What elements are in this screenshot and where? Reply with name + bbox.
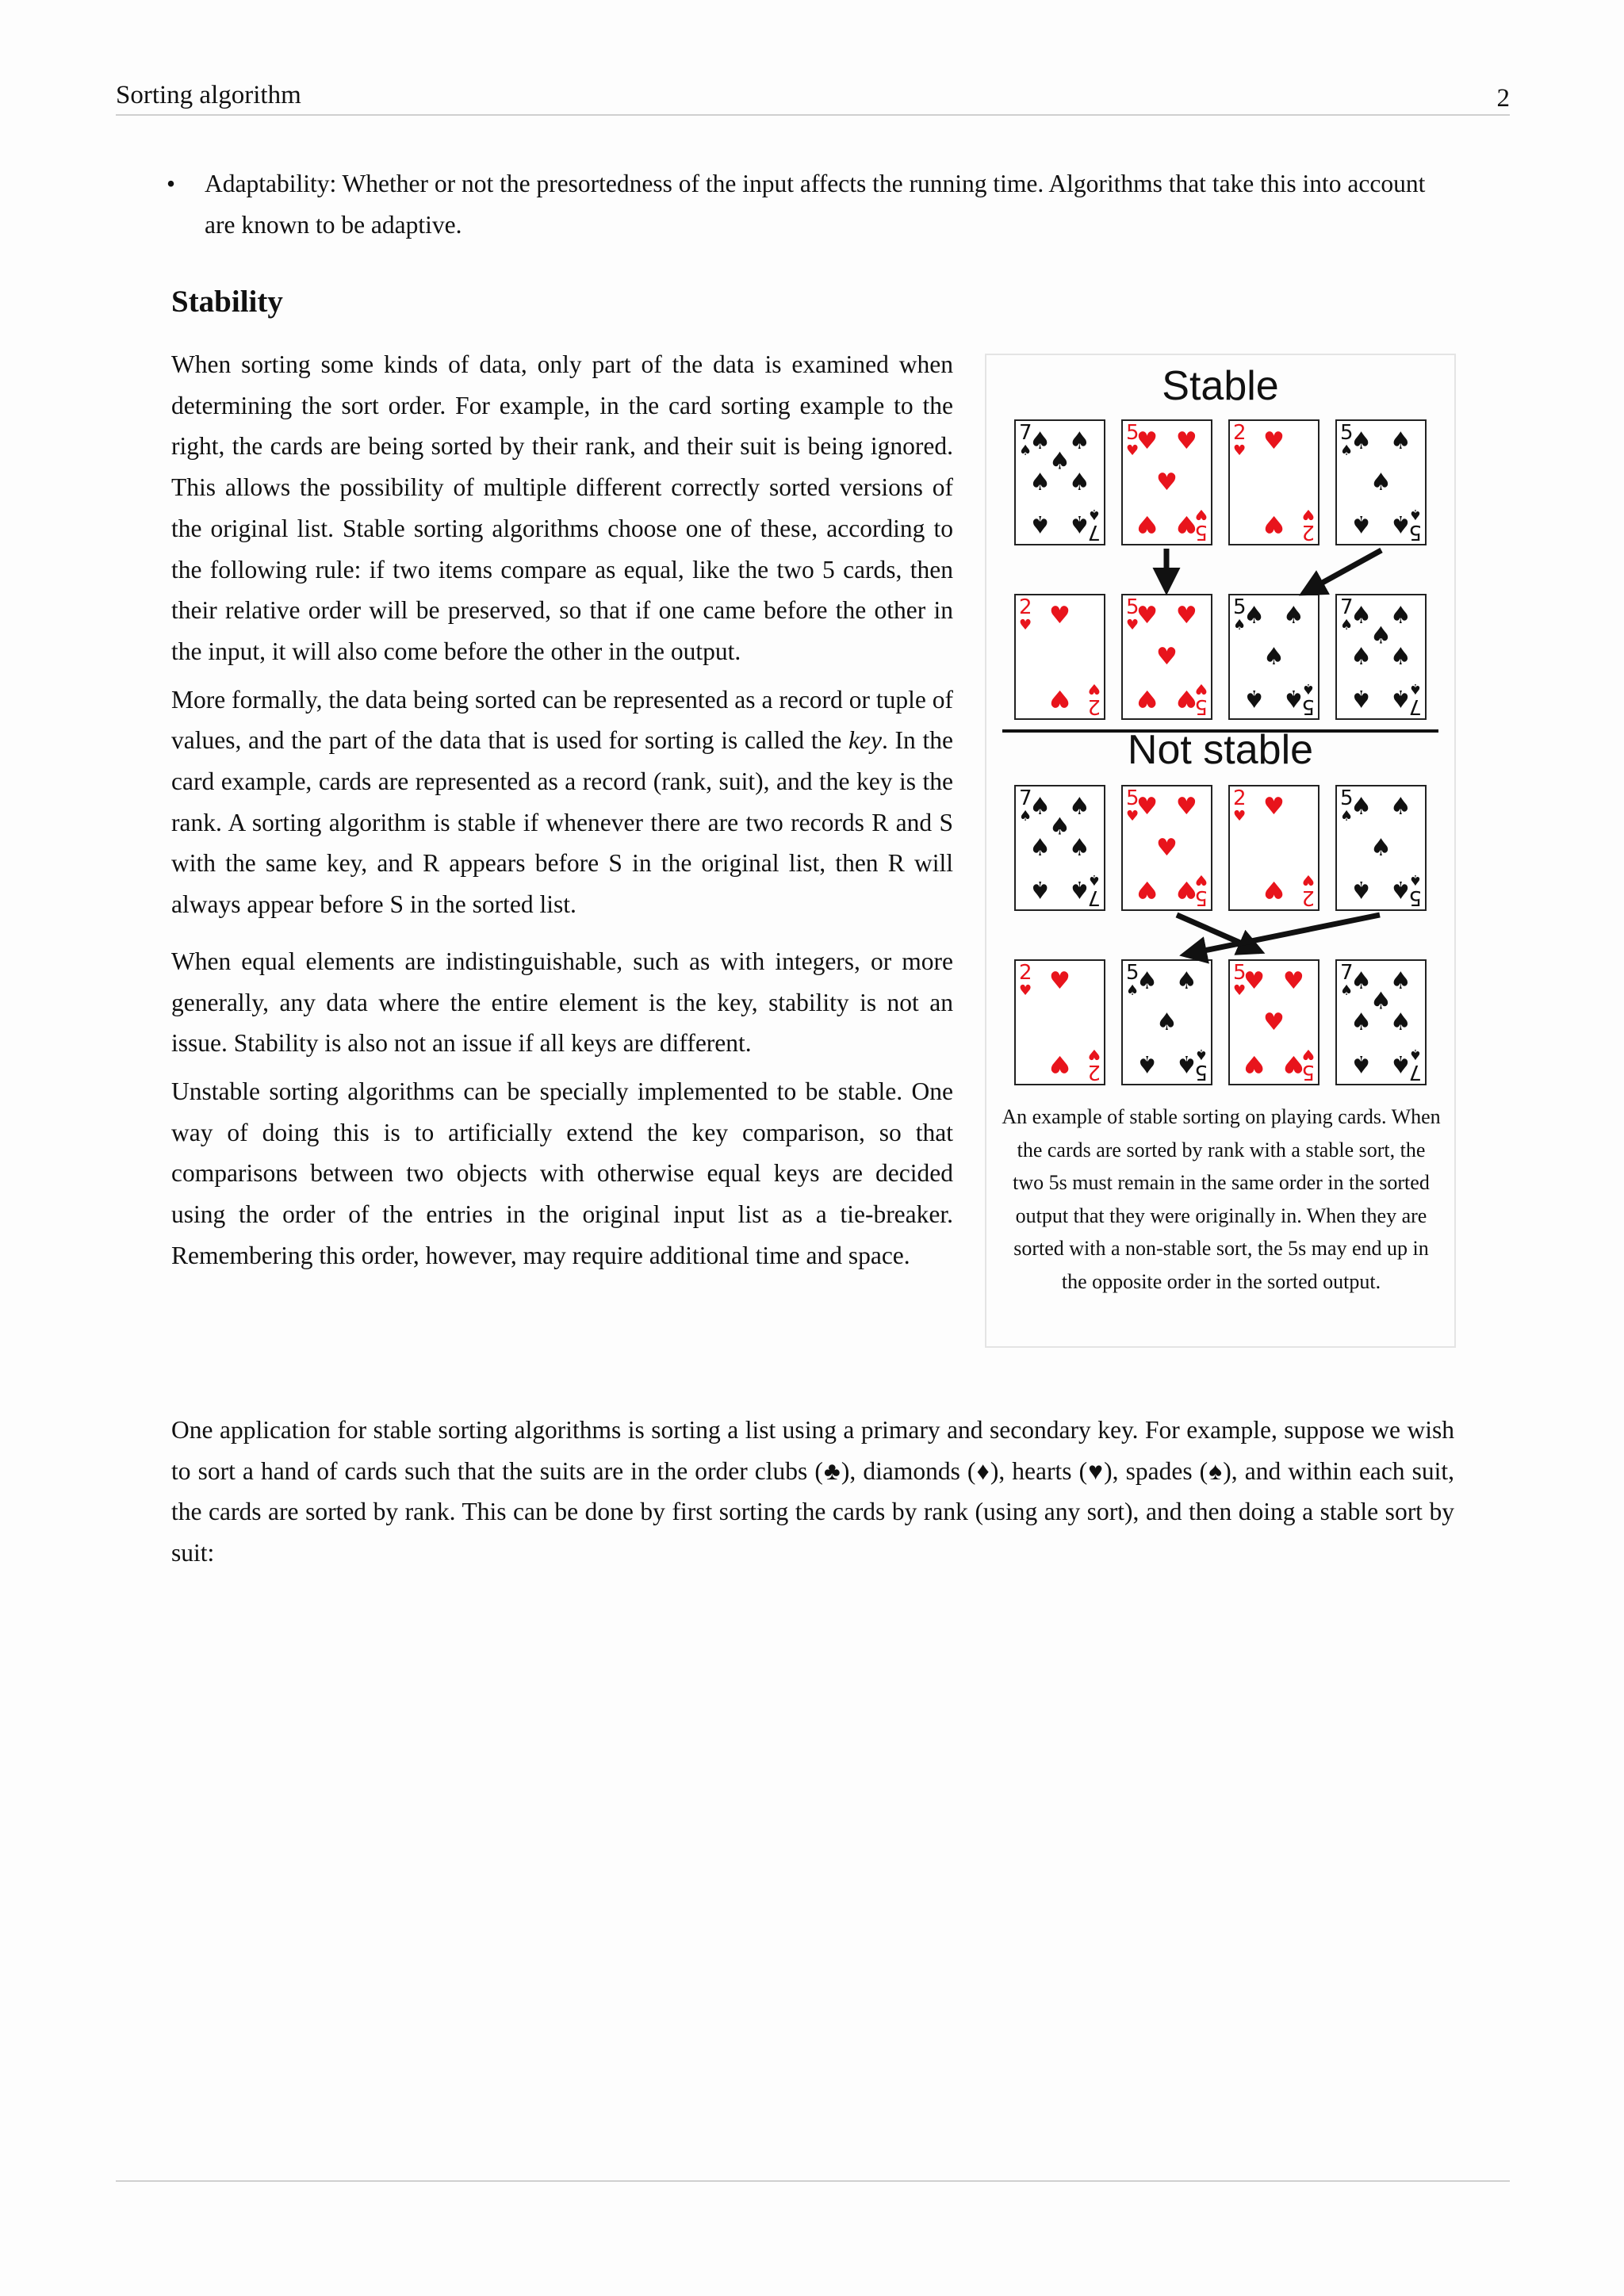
card-suit-index: ♠ — [1019, 442, 1032, 459]
spade-pip-icon: ♠ — [1175, 967, 1197, 996]
card-suit-index: ♠ — [1233, 617, 1247, 633]
heart-pip-icon: ♥ — [1263, 793, 1285, 821]
spade-pip-icon: ♠ — [1350, 602, 1373, 630]
heart-pip-icon: ♥ — [1263, 427, 1285, 456]
card-rank-inverted: 5 — [1408, 886, 1422, 909]
card-rank: 2 — [1019, 961, 1032, 985]
heart-pip-icon: ♥ — [1136, 683, 1159, 712]
card-rank-inverted: 7 — [1087, 520, 1101, 544]
heart-pip-icon: ♥ — [1156, 469, 1178, 496]
spade-pip-icon: ♠ — [1136, 967, 1159, 996]
heart-pip-icon: ♥ — [1243, 1049, 1266, 1077]
heart-pip-icon: ♥ — [1263, 509, 1285, 538]
card-rank-inverted: 2 — [1087, 1060, 1101, 1084]
spade-pip-icon: ♠ — [1389, 967, 1411, 996]
paragraph-1: When sorting some kinds of data, only part of the data is examined when determining the sort order. For example, in the card sorting example to the right, the cards are being sorted by their rank, and their suit is being ignored. This allows the possibility of multiple different correctly sorted versions of the original list. Stable sorting algorithms choose one of these, according to the following rule: if two items compare as equal, like the two 5 cards, then their relative order will be preserved, so that if one came before the other in the input, it will also come before the other in the output. — [171, 350, 953, 665]
spade-pip-icon: ♠ — [1243, 602, 1266, 630]
card-rank: 5 — [1340, 421, 1354, 445]
card-suit-index-inverted: ♥ — [1301, 1046, 1315, 1062]
card-rank-inverted: 2 — [1087, 695, 1101, 718]
heart-pip-icon: ♥ — [1282, 1049, 1304, 1077]
card-suit-index: ♥ — [1126, 808, 1139, 825]
card-suit-index: ♥ — [1126, 617, 1139, 633]
paragraph-4: Unstable sorting algorithms can be specially implemented to be stable. One way of doing this is to artificially extend the key comparison, so that comparisons between two objects with otherwise equal keys are decided using the order of the entries in the original input list as a tie-breaker. Remembering this order, however, may require additional time and space. — [171, 1077, 953, 1269]
spade-pip-icon: ♠ — [1350, 643, 1373, 671]
card-suit-index: ♥ — [1233, 808, 1247, 825]
heart-pip-icon: ♥ — [1243, 967, 1266, 996]
card-rank-inverted: 2 — [1301, 520, 1315, 544]
card-suit-index-inverted: ♥ — [1087, 1046, 1101, 1062]
paragraph-5: One application for stable sorting algorithms is sorting a list using a primary and secondary key. For example, suppose we wish to sort a hand of cards such that the suits are in the order clubs (♣), diamonds (♦), hearts (♥), spades (♠), and within each suit, the cards are sorted by rank. This can be done by first sorting the cards by rank (using any sort), and then doing a stable sort by suit: — [171, 1416, 1454, 1567]
spade-pip-icon: ♠ — [1389, 643, 1411, 671]
heart-pip-icon: ♥ — [1136, 874, 1159, 903]
card-suit-index-inverted: ♠ — [1408, 506, 1422, 522]
card-suit-index: ♠ — [1126, 982, 1139, 999]
card-sorting-diagram — [986, 355, 1454, 1093]
heart-pip-icon: ♥ — [1175, 427, 1197, 456]
card-rank: 7 — [1019, 786, 1032, 810]
spade-pip-icon: ♠ — [1389, 427, 1411, 456]
heart-pip-icon: ♥ — [1156, 643, 1178, 671]
heart-pip-icon: ♥ — [1049, 683, 1071, 712]
left-column — [171, 344, 953, 1276]
card-rank-inverted: 5 — [1194, 520, 1208, 544]
playing-card — [1122, 420, 1212, 545]
figure-caption: An example of stable sorting on playing cards. When the cards are sorted by rank with a stable sort, the two 5s must remain in the same order in the sorted output that they were originally in. When they are sorted with a non-stable sort, the 5s may end up in the opposite order in the sorted output. — [1002, 1105, 1441, 1293]
spade-pip-icon: ♠ — [1389, 1008, 1411, 1036]
spade-pip-icon: ♠ — [1049, 447, 1071, 476]
spade-pip-icon: ♠ — [1389, 683, 1411, 712]
card-suit-index: ♠ — [1340, 982, 1354, 999]
card-rank-inverted: 5 — [1301, 695, 1315, 718]
card-rank: 5 — [1126, 786, 1139, 810]
playing-card — [1122, 595, 1212, 719]
spade-pip-icon: ♠ — [1350, 967, 1373, 996]
heart-pip-icon: ♥ — [1175, 509, 1197, 538]
card-rank-inverted: 7 — [1087, 886, 1101, 909]
card-suit-index-inverted: ♠ — [1408, 871, 1422, 888]
spade-pip-icon: ♠ — [1370, 987, 1392, 1016]
heart-pip-icon: ♥ — [1156, 834, 1178, 862]
spade-pip-icon: ♠ — [1068, 834, 1090, 862]
spade-pip-icon: ♠ — [1350, 1049, 1373, 1077]
card-rank: 2 — [1233, 786, 1247, 810]
card-suit-index-inverted: ♥ — [1087, 680, 1101, 697]
playing-card — [1336, 595, 1426, 719]
playing-card — [1229, 420, 1319, 545]
playing-card — [1336, 786, 1426, 910]
playing-card — [1229, 960, 1319, 1085]
spade-pip-icon: ♠ — [1350, 1008, 1373, 1036]
playing-card — [1122, 960, 1212, 1085]
card-suit-index: ♠ — [1340, 808, 1354, 825]
spade-pip-icon: ♠ — [1389, 1049, 1411, 1077]
heart-pip-icon: ♥ — [1136, 509, 1159, 538]
heart-pip-icon: ♥ — [1136, 793, 1159, 821]
card-suit-index-inverted: ♠ — [1408, 1046, 1422, 1062]
spade-pip-icon: ♠ — [1029, 793, 1051, 821]
spade-pip-icon: ♠ — [1068, 427, 1090, 456]
paragraph-2 — [171, 679, 953, 925]
spade-pip-icon: ♠ — [1136, 1049, 1159, 1077]
card-rank-inverted: 2 — [1301, 886, 1315, 909]
card-rank-inverted: 5 — [1408, 520, 1422, 544]
card-rank: 2 — [1019, 595, 1032, 619]
card-rank: 7 — [1019, 421, 1032, 445]
card-rank-inverted: 7 — [1408, 1060, 1422, 1084]
bullet-marker: • — [167, 170, 176, 197]
paragraph-2-start: More formally, the data being sorted can be represented as a record or tuple of values, and the part of the data that is used for sorting is called the — [171, 685, 953, 755]
card-sorting-figure — [985, 354, 1456, 1348]
section-heading: Stability — [171, 285, 283, 319]
paragraph-5-block — [171, 1410, 1454, 1574]
spade-pip-icon: ♠ — [1156, 1008, 1178, 1036]
card-rank: 5 — [1126, 961, 1139, 985]
footer-rule — [116, 2180, 1510, 2182]
not-stable-label: Not stable — [1127, 727, 1314, 773]
card-rank-inverted: 7 — [1408, 695, 1422, 718]
card-rank-inverted: 5 — [1194, 1060, 1208, 1084]
spade-pip-icon: ♠ — [1282, 602, 1304, 630]
playing-card — [1015, 595, 1105, 719]
card-rank-inverted: 5 — [1194, 695, 1208, 718]
playing-card — [1015, 420, 1105, 545]
heart-pip-icon: ♥ — [1136, 427, 1159, 456]
card-suit-index: ♥ — [1019, 617, 1032, 633]
spade-pip-icon: ♠ — [1068, 793, 1090, 821]
unstable-arrow-spades — [1185, 915, 1380, 955]
heart-pip-icon: ♥ — [1049, 1049, 1071, 1077]
playing-card — [1336, 960, 1426, 1085]
playing-card — [1015, 786, 1105, 910]
spade-pip-icon: ♠ — [1370, 469, 1392, 496]
paragraph-2-end: . In the card example, cards are represented as a record (rank, suit), and the key is the rank. A sorting algorithm is stable if whenever there are two records R and S with the same key, and R appears before S in the original list, then R will always appear before S in the sorted list. — [171, 726, 953, 919]
spade-pip-icon: ♠ — [1370, 622, 1392, 650]
card-rank: 5 — [1126, 421, 1139, 445]
spade-pip-icon: ♠ — [1049, 813, 1071, 841]
spade-pip-icon: ♠ — [1350, 793, 1373, 821]
heart-pip-icon: ♥ — [1049, 602, 1071, 630]
heart-pip-icon: ♥ — [1263, 874, 1285, 903]
card-suit-index-inverted: ♥ — [1194, 506, 1208, 522]
card-rank-inverted: 5 — [1194, 886, 1208, 909]
spade-pip-icon: ♠ — [1029, 874, 1051, 903]
card-suit-index: ♥ — [1233, 982, 1247, 999]
bullet-text: Adaptability: Whether or not the presortedness of the input affects the running time. Algorithms that take this into account are known to be adaptive. — [205, 170, 1426, 239]
spade-pip-icon: ♠ — [1350, 874, 1373, 903]
spade-pip-icon: ♠ — [1175, 1049, 1197, 1077]
card-suit-index-inverted: ♠ — [1087, 871, 1101, 888]
playing-card — [1336, 420, 1426, 545]
spade-pip-icon: ♠ — [1029, 509, 1051, 538]
playing-card — [1229, 595, 1319, 719]
card-suit-index-inverted: ♥ — [1194, 871, 1208, 888]
card-suit-index: ♥ — [1233, 442, 1247, 459]
stable-label: Stable — [1162, 363, 1279, 409]
key-term: key — [848, 726, 882, 755]
paragraph-3: When equal elements are indistinguishable, such as with integers, or more generally, any data where the entire element is the key, stability is not an issue. Stability is also not an issue if all keys are different. — [171, 947, 953, 1058]
card-suit-index-inverted: ♥ — [1194, 680, 1208, 697]
heart-pip-icon: ♥ — [1136, 602, 1159, 630]
running-title: Sorting algorithm — [116, 81, 301, 109]
heart-pip-icon: ♥ — [1175, 874, 1197, 903]
card-suit-index: ♠ — [1340, 442, 1354, 459]
card-rank-inverted: 5 — [1301, 1060, 1315, 1084]
card-suit-index-inverted: ♠ — [1194, 1046, 1208, 1062]
page-number: 2 — [1496, 84, 1510, 113]
card-suit-index: ♥ — [1126, 442, 1139, 459]
stable-arrow-spades — [1304, 550, 1381, 593]
card-rank: 5 — [1126, 595, 1139, 619]
card-suit-index: ♠ — [1340, 617, 1354, 633]
card-rank: 7 — [1340, 961, 1354, 985]
spade-pip-icon: ♠ — [1068, 874, 1090, 903]
spade-pip-icon: ♠ — [1068, 509, 1090, 538]
spade-pip-icon: ♠ — [1389, 874, 1411, 903]
spade-pip-icon: ♠ — [1389, 509, 1411, 538]
spade-pip-icon: ♠ — [1350, 509, 1373, 538]
heart-pip-icon: ♥ — [1282, 967, 1304, 996]
heart-pip-icon: ♥ — [1175, 793, 1197, 821]
spade-pip-icon: ♠ — [1370, 834, 1392, 862]
heart-pip-icon: ♥ — [1175, 602, 1197, 630]
card-rank: 5 — [1233, 961, 1247, 985]
card-rank: 5 — [1233, 595, 1247, 619]
spade-pip-icon: ♠ — [1243, 683, 1266, 712]
spade-pip-icon: ♠ — [1068, 469, 1090, 496]
card-suit-index-inverted: ♠ — [1301, 680, 1315, 697]
card-rank: 2 — [1233, 421, 1247, 445]
card-suit-index-inverted: ♠ — [1087, 506, 1101, 522]
spade-pip-icon: ♠ — [1389, 793, 1411, 821]
playing-card — [1122, 786, 1212, 910]
card-suit-index: ♥ — [1019, 982, 1032, 999]
spade-pip-icon: ♠ — [1389, 602, 1411, 630]
heart-pip-icon: ♥ — [1263, 1008, 1285, 1036]
spade-pip-icon: ♠ — [1263, 643, 1285, 671]
heart-pip-icon: ♥ — [1049, 967, 1071, 996]
card-suit-index: ♠ — [1019, 808, 1032, 825]
spade-pip-icon: ♠ — [1029, 427, 1051, 456]
spade-pip-icon: ♠ — [1029, 834, 1051, 862]
playing-card — [1229, 786, 1319, 910]
spade-pip-icon: ♠ — [1350, 683, 1373, 712]
spade-pip-icon: ♠ — [1350, 427, 1373, 456]
heart-pip-icon: ♥ — [1175, 683, 1197, 712]
card-suit-index-inverted: ♥ — [1301, 506, 1315, 522]
card-suit-index-inverted: ♠ — [1408, 680, 1422, 697]
page-header — [116, 76, 1510, 116]
playing-card — [1015, 960, 1105, 1085]
spade-pip-icon: ♠ — [1282, 683, 1304, 712]
card-suit-index-inverted: ♥ — [1301, 871, 1315, 888]
card-rank: 7 — [1340, 595, 1354, 619]
card-rank: 5 — [1340, 786, 1354, 810]
adaptability-bullet — [167, 163, 1454, 245]
spade-pip-icon: ♠ — [1029, 469, 1051, 496]
